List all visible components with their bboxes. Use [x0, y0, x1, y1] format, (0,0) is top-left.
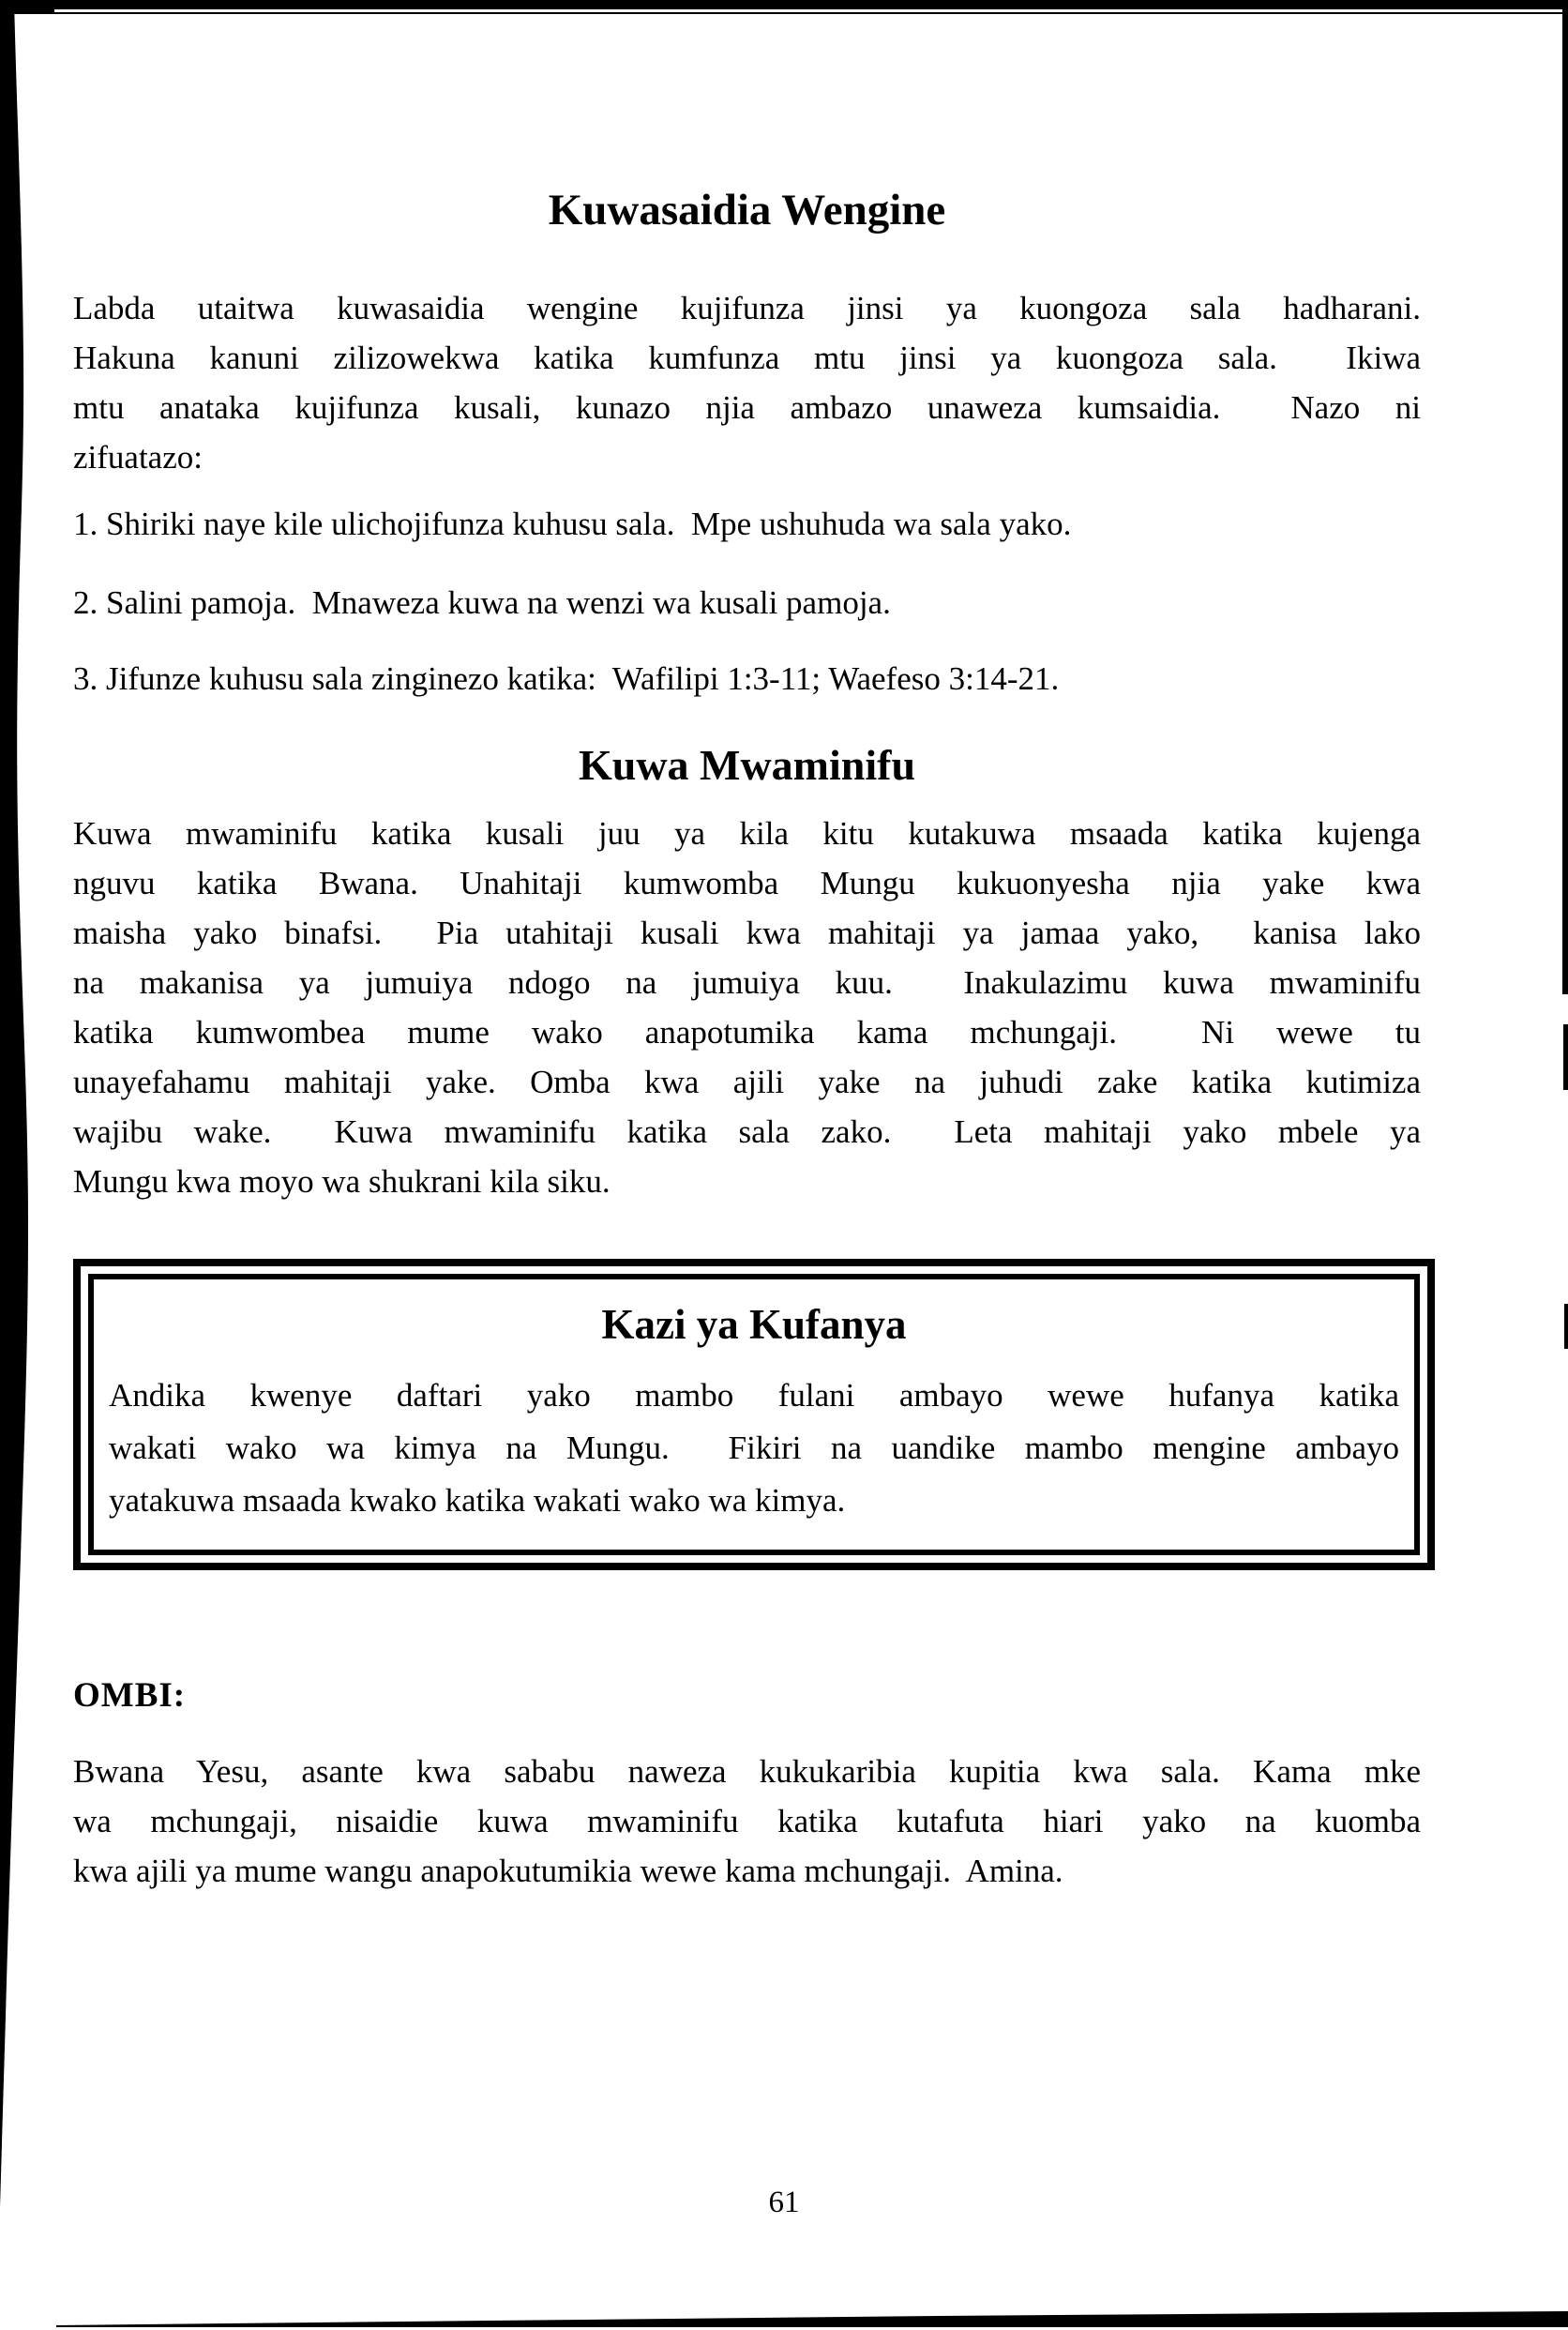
list-item-1: 1. Shiriki naye kile ulichojifunza kuhusu sala. Mpe ushuhuda wa sala yako. [73, 506, 1072, 542]
section-title-kuwa-mwaminifu: Kuwa Mwaminifu [578, 741, 916, 789]
faithfulness-paragraph: Kuwa mwaminifu katika kusali juu ya kila kitu kutakuwa msaada katika kujenga nguvu katika Bwana. Unahitaji kumwomba Mungu kukuonyesha njia yake kwa maisha yako binafsi. Pia utahitaji kusali kwa mahitaji ya jamaa yako, kanisa lako na makanisa ya jumuiya ndogo na jumuiya kuu. Inakulazimu kuwa mwaminifu katika kumwombea mume wako anapotumika kama mchungaji. Ni wewe tu unayefahamu mahitaji yake. Omba kwa ajili yake na juhudi zake katika kutimiza wajibu wake. Kuwa mwaminifu katika sala zako. Leta mahitaji yako mbele ya Mungu kwa moyo wa shukrani kila siku. [73, 815, 1421, 1200]
scan-artifact-left-edge [0, 0, 32, 2330]
task-box-title: Kazi ya Kufanya [601, 1301, 907, 1348]
prayer-paragraph: Bwana Yesu, asante kwa sababu naweza kukukaribia kupitia kwa sala. Kama mke wa mchungaji, nisaidie kuwa mwaminifu katika kutafuta hiari yako na kuomba kwa ajili ya mume wangu anapokutumikia wewe kama mchungaji. Amina. [73, 1753, 1421, 1889]
intro-paragraph: Labda utaitwa kuwasaidia wengine kujifunza jinsi ya kuongoza sala hadharani. Hakuna kanuni zilizowekwa katika kumfunza mtu jinsi ya kuongoza sala. Ikiwa mtu anataka kujifunza kusali, kunazo njia ambazo unaweza kumsaidia. Nazo ni zifuatazo: [73, 290, 1421, 476]
task-box-inner-border [88, 1274, 1420, 1555]
scan-artifact-right-edge-dash [1564, 1304, 1568, 1349]
scan-artifact-right-edge-dash [1563, 1024, 1568, 1090]
page-content [73, 0, 1421, 2330]
section-title-kuwasaidia-wengine: Kuwasaidia Wengine [548, 186, 946, 235]
page-number: 61 [768, 2186, 800, 2219]
prayer-label: OMBI: [73, 1676, 187, 1715]
list-item-2: 2. Salini pamoja. Mnaweza kuwa na wenzi wa kusali pamoja. [73, 584, 891, 621]
task-box-paragraph: Andika kwenye daftari yako mambo fulani ambayo wewe hufanya katika wakati wako wa kimya na Mungu. Fikiri na uandike mambo mengine ambayo yatakuwa msaada kwako katika wakati wako wa kimya. [109, 1377, 1399, 1519]
scan-artifact-right-edge [1562, 0, 1568, 994]
list-item-3: 3. Jifunze kuhusu sala zinginezo katika: Wafilipi 1:3-11; Waefeso 3:14-21. [73, 660, 1060, 697]
task-box [73, 1259, 1435, 1570]
